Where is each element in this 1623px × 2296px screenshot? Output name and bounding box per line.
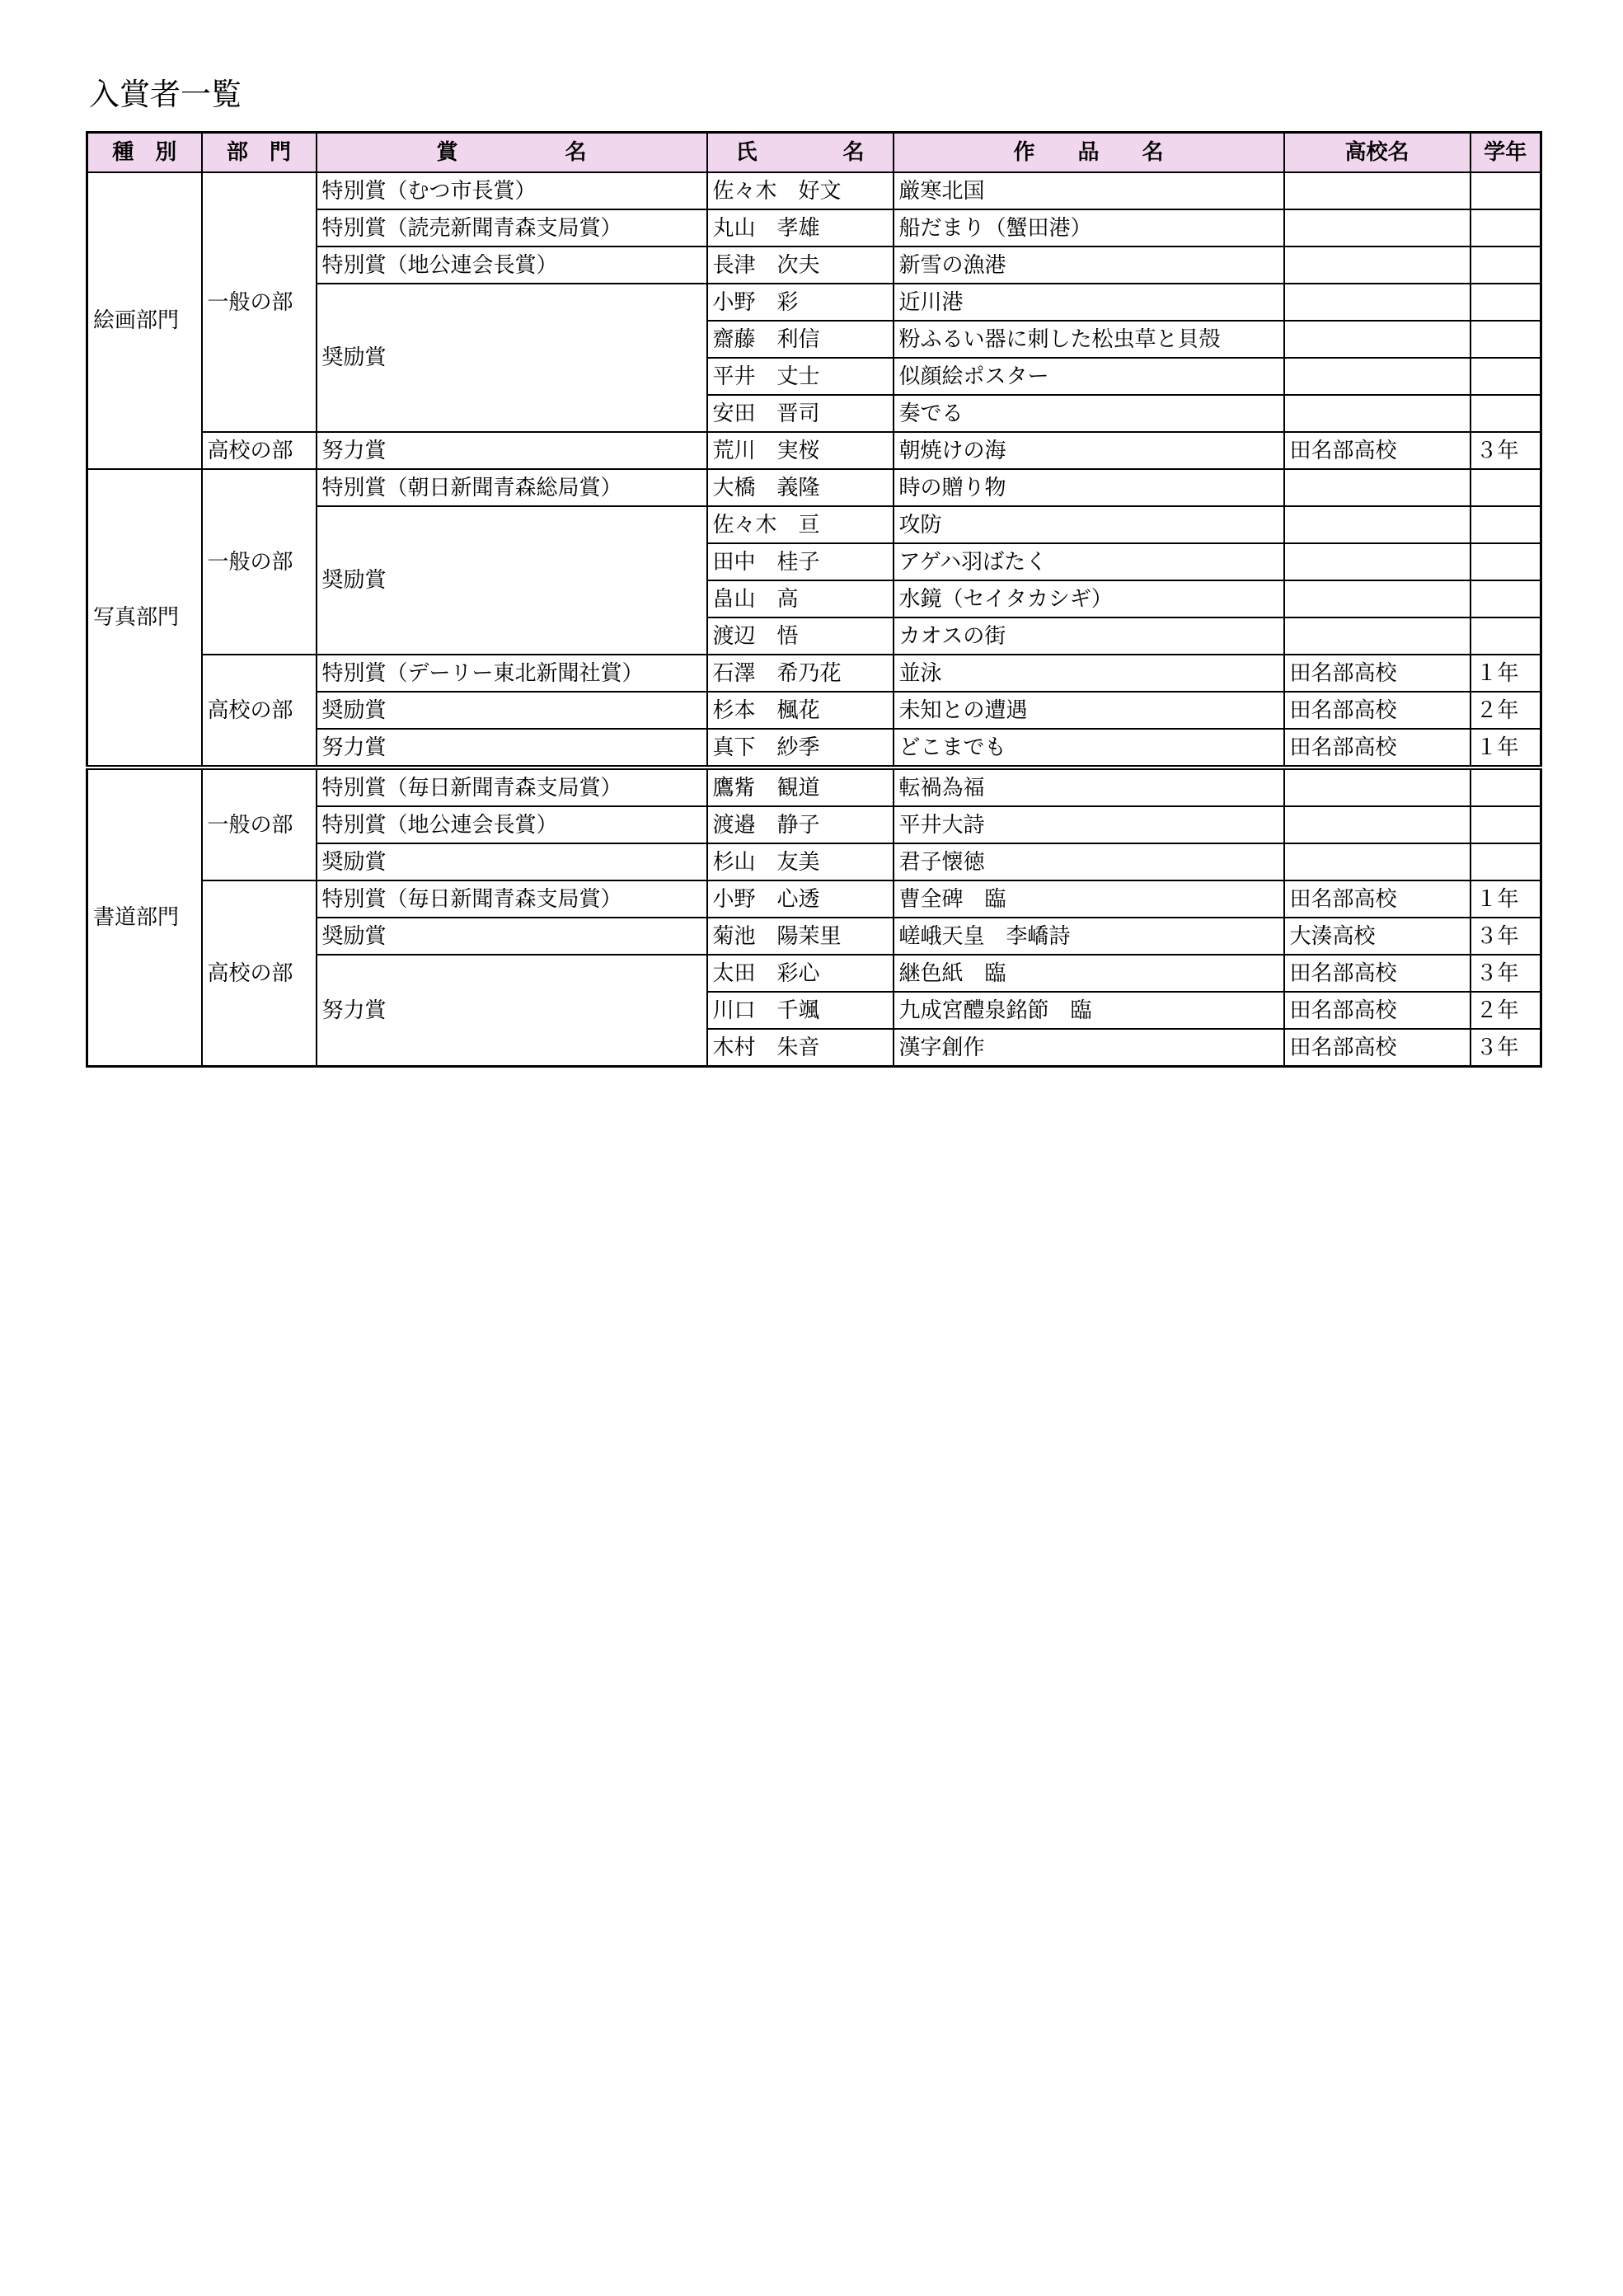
header-school: 高校名 — [1284, 133, 1471, 173]
person-cell: 小野 彩 — [707, 284, 894, 321]
school-cell — [1284, 580, 1471, 617]
person-cell: 鷹觜 観道 — [707, 768, 894, 806]
work-cell: 水鏡（セイタカシギ） — [894, 580, 1284, 617]
work-cell: 九成宮醴泉銘節 臨 — [894, 992, 1284, 1029]
category-cell: 写真部門 — [87, 469, 202, 768]
header-row — [87, 133, 1541, 173]
person-cell: 大橋 義隆 — [707, 469, 894, 506]
grade-cell: ３年 — [1471, 955, 1541, 992]
work-cell: 粉ふるい器に刺した松虫草と貝殻 — [894, 321, 1284, 358]
school-cell — [1284, 617, 1471, 655]
work-cell: 奏でる — [894, 395, 1284, 432]
award-cell: 努力賞 — [317, 729, 707, 768]
person-cell: 木村 朱音 — [707, 1029, 894, 1067]
grade-cell — [1471, 284, 1541, 321]
person-cell: 川口 千颯 — [707, 992, 894, 1029]
table-row — [87, 768, 1541, 806]
table-row — [87, 469, 1541, 506]
grade-cell — [1471, 172, 1541, 209]
category-cell: 書道部門 — [87, 768, 202, 1067]
work-cell: 船だまり（蟹田港） — [894, 209, 1284, 247]
person-cell: 畠山 高 — [707, 580, 894, 617]
grade-cell: １年 — [1471, 729, 1541, 768]
grade-cell: ２年 — [1471, 692, 1541, 729]
school-cell — [1284, 395, 1471, 432]
work-cell: アゲハ羽ばたく — [894, 543, 1284, 580]
grade-cell — [1471, 358, 1541, 395]
division-cell: 一般の部 — [202, 469, 317, 655]
person-cell: 杉山 友美 — [707, 843, 894, 880]
work-cell: 新雪の漁港 — [894, 247, 1284, 284]
person-cell: 真下 紗季 — [707, 729, 894, 768]
grade-cell — [1471, 469, 1541, 506]
award-cell: 奨励賞 — [317, 284, 707, 432]
award-cell: 特別賞（毎日新聞青森支局賞） — [317, 768, 707, 806]
grade-cell — [1471, 768, 1541, 806]
grade-cell: ３年 — [1471, 918, 1541, 955]
table-row — [87, 432, 1541, 469]
work-cell: どこまでも — [894, 729, 1284, 768]
school-cell: 田名部高校 — [1284, 955, 1471, 992]
school-cell — [1284, 806, 1471, 843]
school-cell: 田名部高校 — [1284, 1029, 1471, 1067]
grade-cell: ３年 — [1471, 1029, 1541, 1067]
school-cell — [1284, 209, 1471, 247]
grade-cell — [1471, 506, 1541, 543]
work-cell: 朝焼けの海 — [894, 432, 1284, 469]
work-cell: 転禍為福 — [894, 768, 1284, 806]
work-cell: 攻防 — [894, 506, 1284, 543]
award-cell: 特別賞（地公連会長賞） — [317, 247, 707, 284]
school-cell — [1284, 469, 1471, 506]
award-cell: 奨励賞 — [317, 692, 707, 729]
school-cell — [1284, 768, 1471, 806]
table-row — [87, 172, 1541, 209]
work-cell: 嵯峨天皇 李嶠詩 — [894, 918, 1284, 955]
grade-cell: ２年 — [1471, 992, 1541, 1029]
division-cell: 高校の部 — [202, 655, 317, 768]
header-person: 氏 名 — [707, 133, 894, 173]
division-cell: 高校の部 — [202, 880, 317, 1067]
school-cell: 田名部高校 — [1284, 655, 1471, 692]
school-cell: 田名部高校 — [1284, 692, 1471, 729]
work-cell: 並泳 — [894, 655, 1284, 692]
school-cell — [1284, 843, 1471, 880]
school-cell — [1284, 358, 1471, 395]
grade-cell — [1471, 247, 1541, 284]
person-cell: 佐々木 好文 — [707, 172, 894, 209]
work-cell: 未知との遭遇 — [894, 692, 1284, 729]
header-award: 賞 名 — [317, 133, 707, 173]
award-cell: 奨励賞 — [317, 506, 707, 655]
grade-cell — [1471, 806, 1541, 843]
person-cell: 渡辺 悟 — [707, 617, 894, 655]
school-cell: 大湊高校 — [1284, 918, 1471, 955]
person-cell: 平井 丈士 — [707, 358, 894, 395]
header-work: 作 品 名 — [894, 133, 1284, 173]
grade-cell — [1471, 321, 1541, 358]
table-header — [87, 133, 1541, 173]
grade-cell: １年 — [1471, 880, 1541, 918]
school-cell — [1284, 247, 1471, 284]
school-cell: 田名部高校 — [1284, 880, 1471, 918]
grade-cell — [1471, 209, 1541, 247]
school-cell: 田名部高校 — [1284, 992, 1471, 1029]
award-cell: 奨励賞 — [317, 843, 707, 880]
school-cell — [1284, 284, 1471, 321]
division-cell: 一般の部 — [202, 768, 317, 880]
page-title: 入賞者一覧 — [89, 77, 242, 112]
award-cell: 特別賞（むつ市長賞） — [317, 172, 707, 209]
grade-cell: ３年 — [1471, 432, 1541, 469]
work-cell: 君子懐徳 — [894, 843, 1284, 880]
grade-cell: １年 — [1471, 655, 1541, 692]
table-body — [87, 172, 1541, 1067]
school-cell — [1284, 543, 1471, 580]
person-cell: 菊池 陽茉里 — [707, 918, 894, 955]
header-division: 部 門 — [202, 133, 317, 173]
work-cell: 漢字創作 — [894, 1029, 1284, 1067]
award-cell: 特別賞（朝日新聞青森総局賞） — [317, 469, 707, 506]
table-row — [87, 655, 1541, 692]
header-grade: 学年 — [1471, 133, 1541, 173]
grade-cell — [1471, 543, 1541, 580]
person-cell: 小野 心透 — [707, 880, 894, 918]
person-cell: 佐々木 亘 — [707, 506, 894, 543]
award-cell: 特別賞（デーリー東北新聞社賞） — [317, 655, 707, 692]
school-cell — [1284, 172, 1471, 209]
person-cell: 長津 次夫 — [707, 247, 894, 284]
table-row — [87, 880, 1541, 918]
award-cell: 特別賞（地公連会長賞） — [317, 806, 707, 843]
work-cell: カオスの街 — [894, 617, 1284, 655]
grade-cell — [1471, 617, 1541, 655]
person-cell: 石澤 希乃花 — [707, 655, 894, 692]
school-cell: 田名部高校 — [1284, 729, 1471, 768]
grade-cell — [1471, 843, 1541, 880]
awards-table — [86, 131, 1542, 1068]
person-cell: 丸山 孝雄 — [707, 209, 894, 247]
person-cell: 渡邉 静子 — [707, 806, 894, 843]
person-cell: 田中 桂子 — [707, 543, 894, 580]
grade-cell — [1471, 580, 1541, 617]
award-cell: 努力賞 — [317, 955, 707, 1067]
work-cell: 時の贈り物 — [894, 469, 1284, 506]
work-cell: 近川港 — [894, 284, 1284, 321]
work-cell: 似顔絵ポスター — [894, 358, 1284, 395]
grade-cell — [1471, 395, 1541, 432]
person-cell: 荒川 実桜 — [707, 432, 894, 469]
category-cell: 絵画部門 — [87, 172, 202, 469]
award-cell: 特別賞（読売新聞青森支局賞） — [317, 209, 707, 247]
award-cell: 奨励賞 — [317, 918, 707, 955]
award-cell: 努力賞 — [317, 432, 707, 469]
header-type: 種 別 — [87, 133, 202, 173]
person-cell: 齋藤 利信 — [707, 321, 894, 358]
division-cell: 高校の部 — [202, 432, 317, 469]
award-cell: 特別賞（毎日新聞青森支局賞） — [317, 880, 707, 918]
division-cell: 一般の部 — [202, 172, 317, 432]
person-cell: 安田 晋司 — [707, 395, 894, 432]
work-cell: 曹全碑 臨 — [894, 880, 1284, 918]
person-cell: 杉本 楓花 — [707, 692, 894, 729]
work-cell: 平井大詩 — [894, 806, 1284, 843]
work-cell: 継色紙 臨 — [894, 955, 1284, 992]
school-cell — [1284, 506, 1471, 543]
work-cell: 厳寒北国 — [894, 172, 1284, 209]
person-cell: 太田 彩心 — [707, 955, 894, 992]
school-cell — [1284, 321, 1471, 358]
school-cell: 田名部高校 — [1284, 432, 1471, 469]
